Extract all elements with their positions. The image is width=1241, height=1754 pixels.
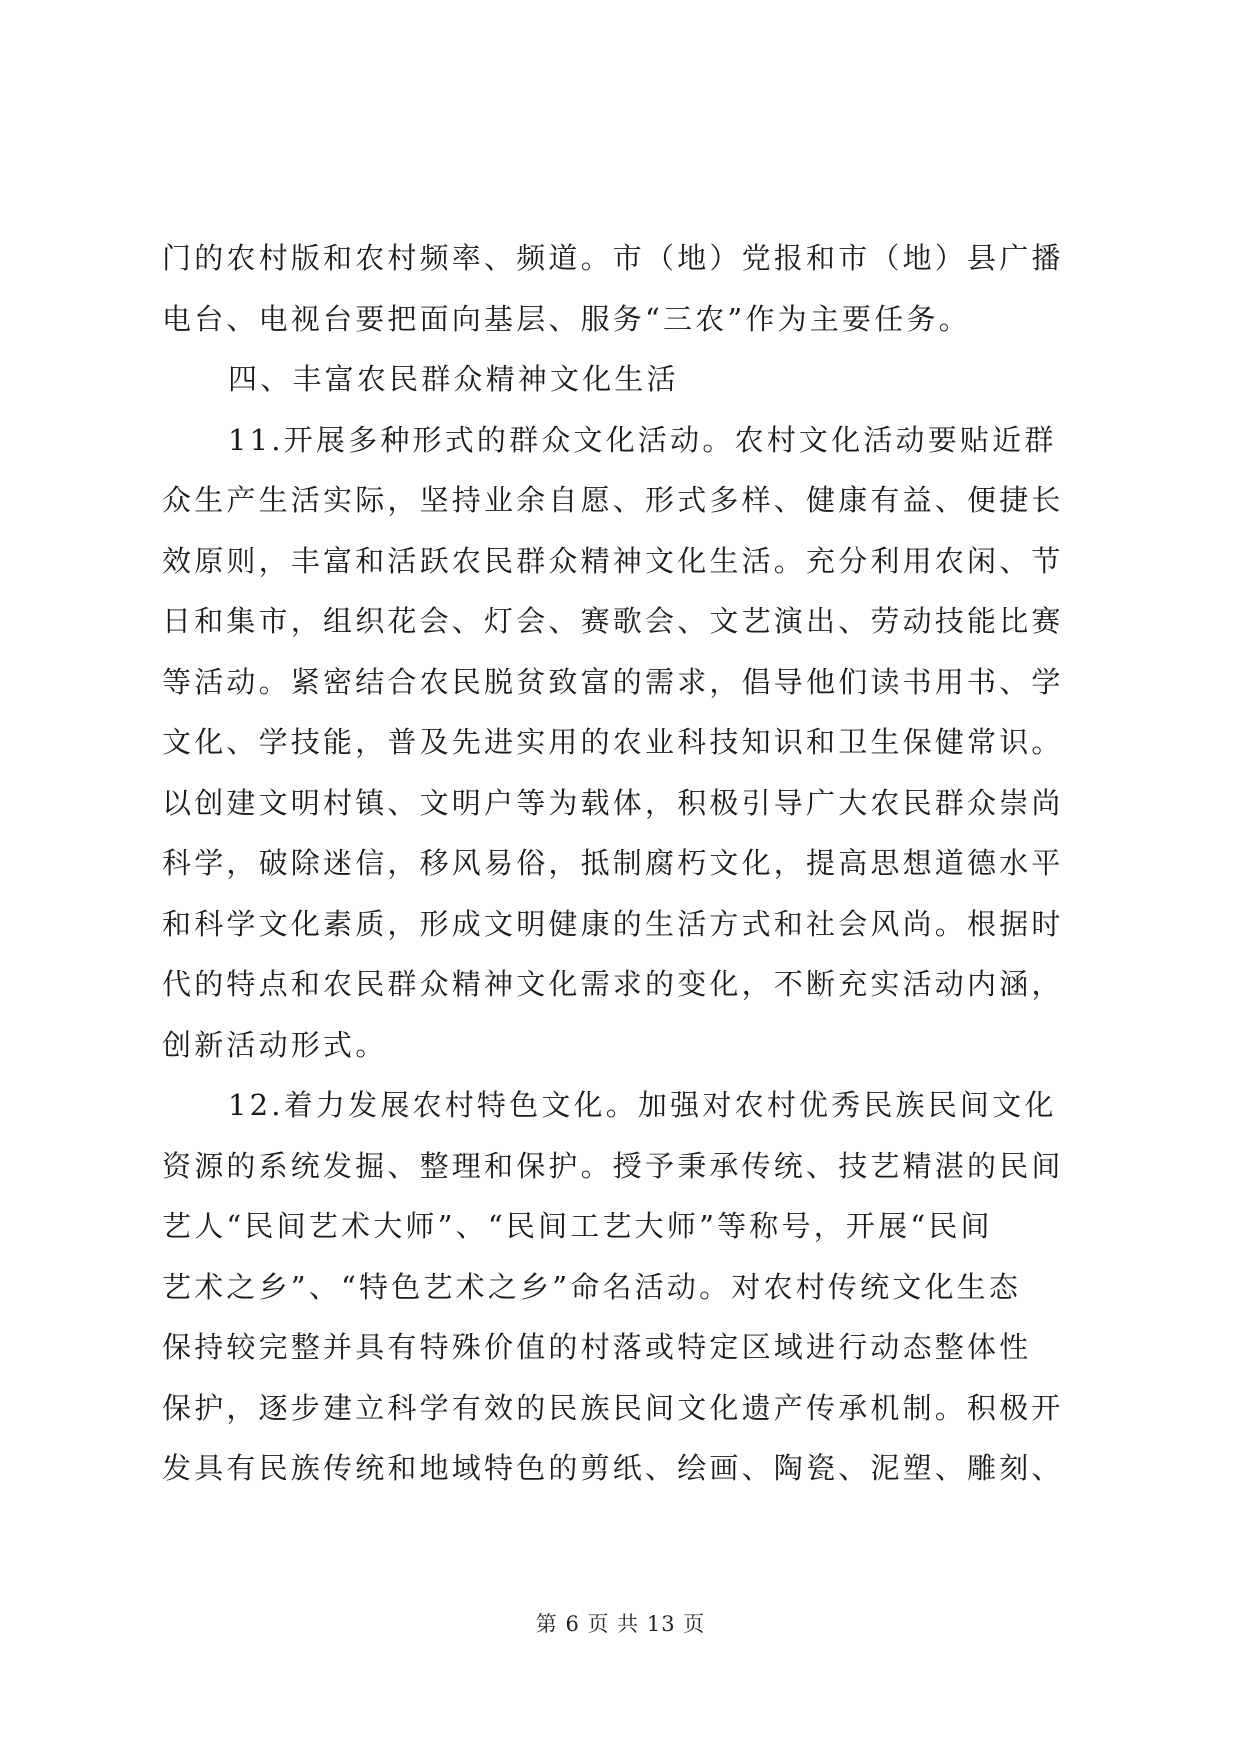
text-line: 代的特点和农民群众精神文化需求的变化，不断充实活动内涵， [162, 967, 1064, 1001]
text-line: 创新活动形式。 [162, 1027, 388, 1062]
text-line: 效原则，丰富和活跃农民群众精神文化生活。充分利用农闲、节 [162, 543, 1064, 578]
text-line: 保护，逐步建立科学有效的民族民间文化遗产传承机制。积极开 [162, 1390, 1064, 1425]
page-number-footer: 第 6 页 共 13 页 [535, 1612, 706, 1636]
text-line: 科学，破除迷信，移风易俗，抵制腐朽文化，提高思想道德水平 [162, 846, 1064, 880]
text-line: 保持较完整并具有特殊价值的村落或特定区域进行动态整体性 [162, 1330, 1032, 1364]
text-line: 艺术之乡”、“特色艺术之乡”命名活动。对农村传统文化生态 [162, 1269, 1022, 1304]
text-line: 电台、电视台要把面向基层、服务“三农”作为主要任务。 [162, 301, 971, 336]
text-line: 等活动。紧密结合农民脱贫致富的需求，倡导他们读书用书、学 [162, 664, 1064, 699]
text-line: 文化、学技能，普及先进实用的农业科技知识和卫生保健常识。 [162, 725, 1064, 759]
text-line: 众生产生活实际，坚持业余自愿、形式多样、健康有益、便捷长 [162, 483, 1064, 517]
document-body [162, 228, 1082, 1499]
paragraph-start-11: 11.开展多种形式的群众文化活动。农村文化活动要贴近群 [228, 422, 1057, 457]
text-line: 以创建文明村镇、文明户等为载体，积极引导广大农民群众崇尚 [162, 785, 1064, 820]
paragraph-start-12: 12.着力发展农村特色文化。加强对农村优秀民族民间文化 [228, 1088, 1057, 1122]
text-line: 日和集市，组织花会、灯会、赛歌会、文艺演出、劳动技能比赛 [162, 604, 1064, 638]
text-line: 门的农村版和农村频率、频道。市（地）党报和市（地）县广播 [162, 241, 1064, 275]
text-line: 和科学文化素质，形成文明健康的生活方式和社会风尚。根据时 [162, 906, 1064, 941]
text-line: 发具有民族传统和地域特色的剪纸、绘画、陶瓷、泥塑、雕刻、 [162, 1451, 1064, 1485]
text-line: 艺人“民间艺术大师”、“民间工艺大师”等称号，开展“民间 [162, 1209, 993, 1243]
section-heading: 四、丰富农民群众精神文化生活 [228, 362, 679, 396]
text-line: 资源的系统发掘、整理和保护。授予秉承传统、技艺精湛的民间 [162, 1148, 1064, 1183]
